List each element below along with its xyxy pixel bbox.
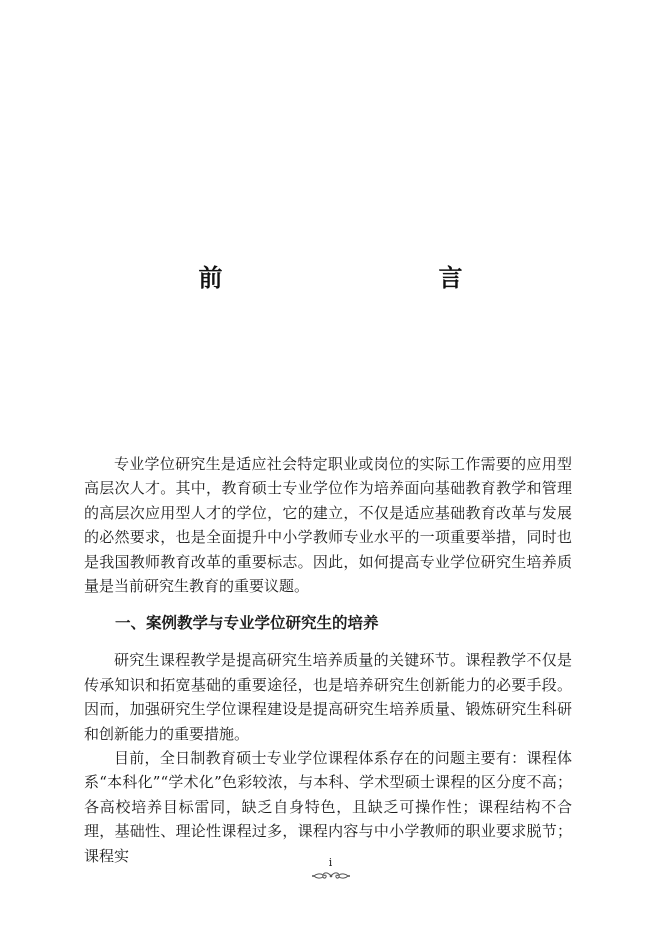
page-number: i <box>328 856 333 869</box>
body-text <box>84 452 572 868</box>
page-title: 前 言 <box>198 263 519 292</box>
section-heading: 一、案例教学与专业学位研究生的培养 <box>115 614 379 633</box>
section-paragraph-1: 研究生课程教学是提高研究生培养质量的关键环节。课程教学不仅是传承知识和拓宽基础的重要途径，也是培养研究生创新能力的必要手段。因而，加强研究生学位课程建设是提高研究生培养质量、锻炼研究生科研和创新能力的重要措施。 <box>84 651 572 743</box>
intro-paragraph: 专业学位研究生是适应社会特定职业或岗位的实际工作需要的应用型高层次人才。其中，教育硕士专业学位作为培养面向基础教育教学和管理的高层次应用型人才的学位，它的建立，不仅是适应基础教育改革与发展的必然要求，也是全面提升中小学教师专业水平的一项重要举措，同时也是我国教师教育改革的重要标志。因此，如何提高专业学位研究生培养质量是当前研究生教育的重要议题。 <box>84 455 572 596</box>
section-paragraph-2: 目前，全日制教育硕士专业学位课程体系存在的问题主要有：课程体系“本科化”“学术化”色彩较浓，与本科、学术型硕士课程的区分度不高；各高校培养目标雷同，缺乏自身特色，且缺乏可操作性；课程结构不合理，基础性、理论性课程过多，课程内容与中小学教师的职业要求脱节；课程实 <box>84 749 572 865</box>
page-footer <box>0 857 661 882</box>
scroll-ornament-icon <box>311 870 351 882</box>
